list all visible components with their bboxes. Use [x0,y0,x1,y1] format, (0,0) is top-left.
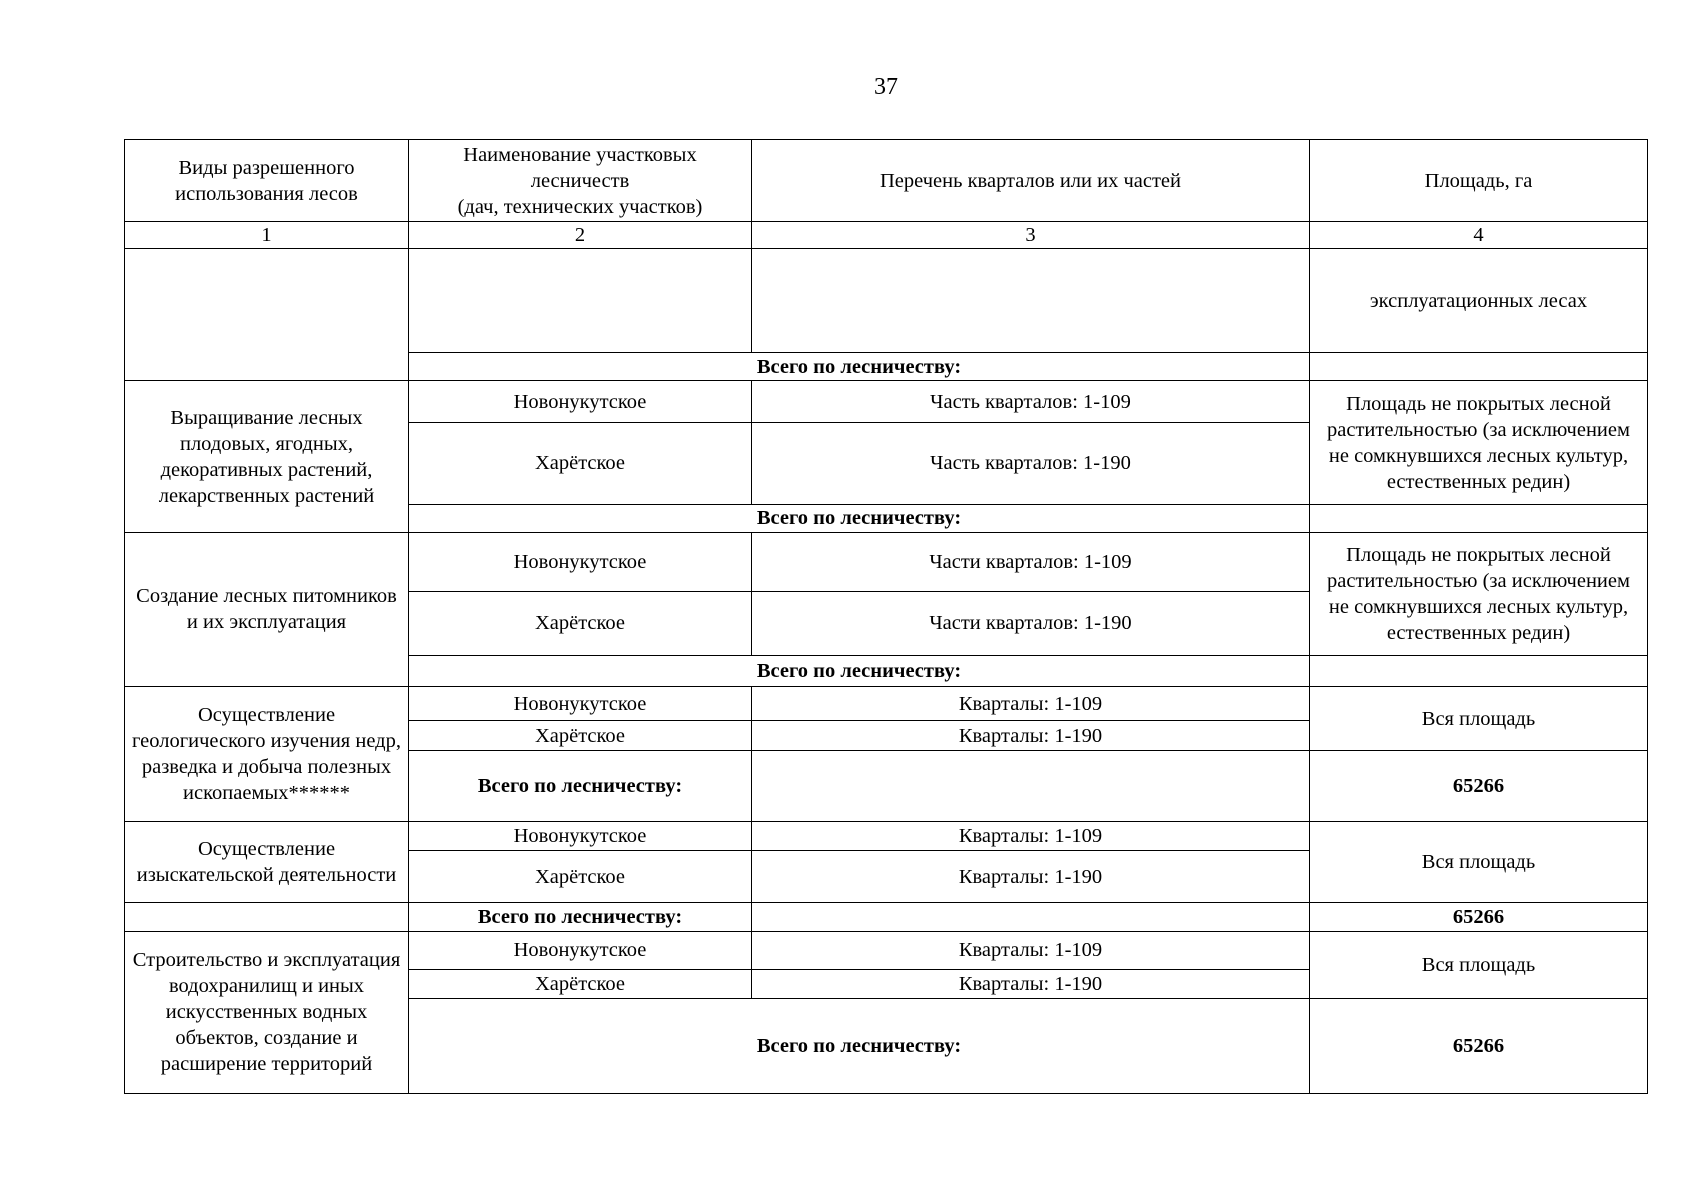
forestry-cell: Харётское [409,851,752,903]
total-label: Всего по лесничеству: [409,998,1310,1093]
area-cell: Вся площадь [1310,822,1648,903]
total-label: Всего по лесничеству: [409,656,1310,687]
total-value: 65266 [1310,751,1648,822]
quarters-cell: Часть кварталов: 1-190 [752,422,1310,504]
area-cell: Площадь не покрытых лесной растительностью (за исключением не сомкнувшихся лесных культур, естественных редин) [1310,381,1648,504]
page-number: 37 [874,74,898,100]
total-label: Всего по лесничеству: [409,903,752,931]
total-label: Всего по лесничеству: [409,751,752,822]
use-type-cell: Создание лесных питомников и их эксплуатация [125,532,409,686]
table-row [125,687,1648,721]
carry-over-forestry [409,249,752,353]
column-number-row [125,222,1648,249]
table-row [125,381,1648,422]
total-label: Всего по лесничеству: [409,504,1310,532]
header-area: Площадь, га [1310,140,1648,222]
forestry-cell: Харётское [409,422,752,504]
column-number: 4 [1310,222,1648,249]
carry-over-use [125,249,409,381]
quarters-cell: Части кварталов: 1-109 [752,532,1310,591]
total-use-empty [125,903,409,931]
forest-use-table [124,139,1648,1094]
area-cell: Площадь не покрытых лесной растительностью (за исключением не сомкнувшихся лесных культур, естественных редин) [1310,532,1648,655]
table-row [125,822,1648,851]
total-label: Всего по лесничеству: [409,353,1310,381]
quarters-cell: Кварталы: 1-109 [752,822,1310,851]
column-number: 2 [409,222,752,249]
carry-over-area: эксплуатационных лесах [1310,249,1648,353]
column-number: 1 [125,222,409,249]
total-quarters-empty [752,751,1310,822]
forestry-cell: Новонукутское [409,931,752,969]
forestry-cell: Новонукутское [409,687,752,721]
quarters-cell: Кварталы: 1-109 [752,931,1310,969]
use-type-cell: Осуществление геологического изучения недр, разведка и добыча полезных ископаемых****** [125,687,409,822]
area-cell: Вся площадь [1310,931,1648,998]
quarters-cell: Часть кварталов: 1-109 [752,381,1310,422]
area-cell: Вся площадь [1310,687,1648,751]
header-row [125,140,1648,222]
use-type-cell: Строительство и эксплуатация водохранилищ и иных искусственных водных объектов, создание и расширение территорий [125,931,409,1093]
use-type-cell: Выращивание лесных плодовых, ягодных, декоративных растений, лекарственных растений [125,381,409,532]
header-forestry [409,140,752,222]
use-type-cell: Осуществление изыскательской деятельности [125,822,409,903]
table-row [125,931,1648,969]
forestry-cell: Новонукутское [409,532,752,591]
total-value [1310,656,1648,687]
total-value: 65266 [1310,998,1648,1093]
header-forestry-line2: (дач, технических участков) [457,195,703,218]
column-number: 3 [752,222,1310,249]
table-row [125,532,1648,591]
header-quarters: Перечень кварталов или их частей [752,140,1310,222]
total-quarters-empty [752,903,1310,931]
header-forestry-line1: Наименование участковых лесничеств [463,143,697,192]
forestry-cell: Новонукутское [409,822,752,851]
forestry-cell: Новонукутское [409,381,752,422]
quarters-cell: Кварталы: 1-190 [752,969,1310,998]
total-value [1310,353,1648,381]
quarters-cell: Кварталы: 1-109 [752,687,1310,721]
forestry-cell: Харётское [409,721,752,751]
header-use-type: Виды разрешенного использования лесов [125,140,409,222]
total-row [125,903,1648,931]
forestry-cell: Харётское [409,969,752,998]
carry-over-row [125,249,1648,353]
forestry-cell: Харётское [409,591,752,655]
quarters-cell: Кварталы: 1-190 [752,721,1310,751]
quarters-cell: Кварталы: 1-190 [752,851,1310,903]
carry-over-quarters [752,249,1310,353]
total-value [1310,504,1648,532]
quarters-cell: Части кварталов: 1-190 [752,591,1310,655]
total-value: 65266 [1310,903,1648,931]
